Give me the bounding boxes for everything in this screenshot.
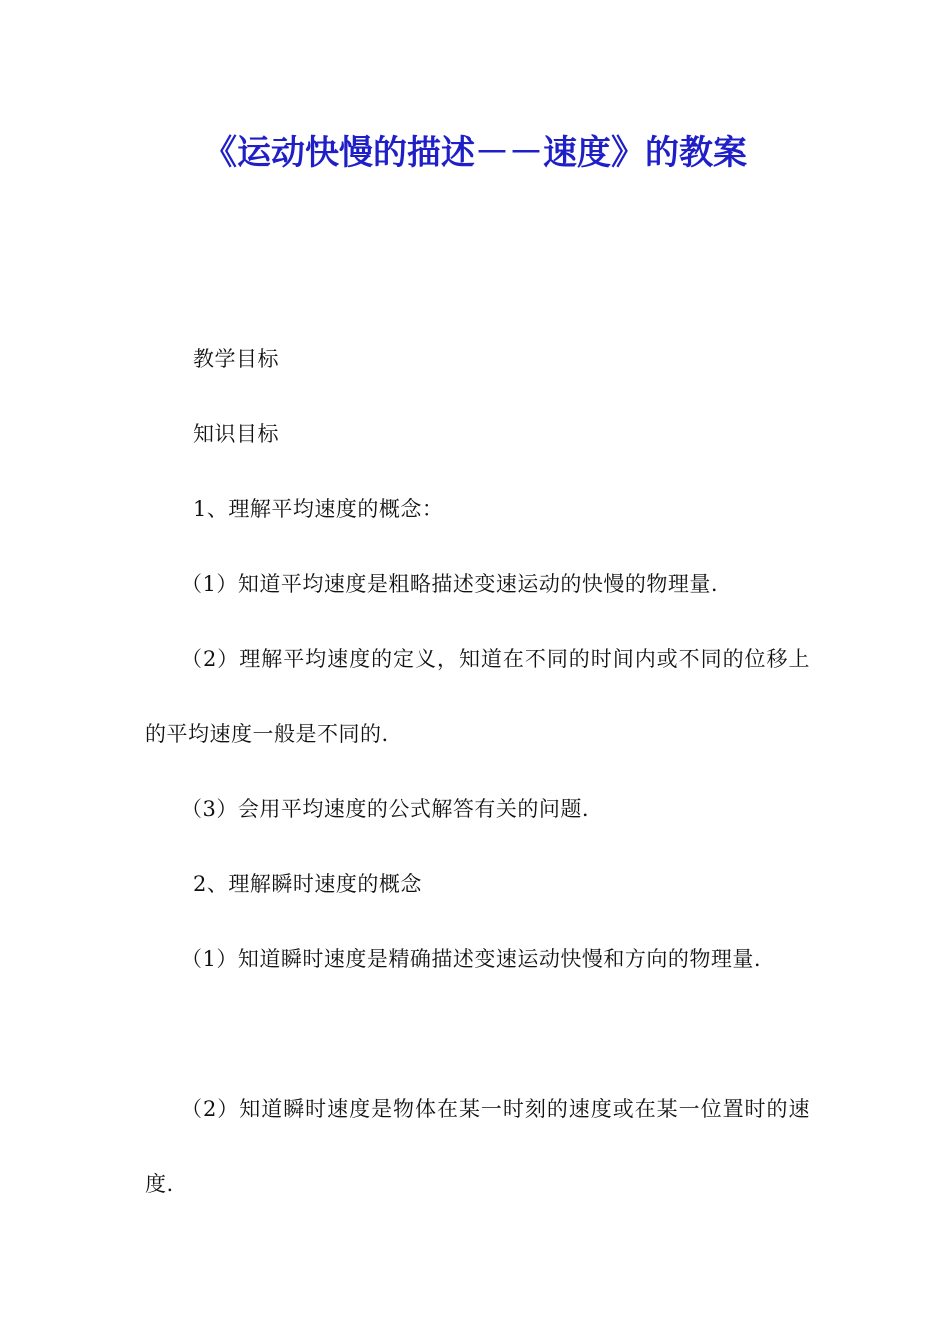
paragraph-item-1: 1、理解平均速度的概念： <box>193 497 444 521</box>
paragraph-item-1-2: （2）理解平均速度的定义，知道在不同的时间内或不同的位移上的平均速度一般是不同的. <box>145 647 810 746</box>
paragraph-item-1-3: （3）会用平均速度的公式解答有关的问题. <box>181 797 590 821</box>
paragraph-item-2-2: （2）知道瞬时速度是物体在某一时刻的速度或在某一位置时的速度. <box>145 1097 810 1196</box>
paragraph-teaching-goals: 教学目标 <box>193 347 279 371</box>
paragraph-knowledge-goals: 知识目标 <box>193 422 279 446</box>
paragraph-item-2: 2、理解瞬时速度的概念 <box>193 872 422 896</box>
document-title: 《运动快慢的描述－－速度》的教案 <box>203 133 747 173</box>
paragraph-item-1-1: （1）知道平均速度是粗略描述变速运动的快慢的物理量. <box>181 572 719 596</box>
paragraph-item-2-1: （1）知道瞬时速度是精确描述变速运动快慢和方向的物理量. <box>181 947 762 971</box>
